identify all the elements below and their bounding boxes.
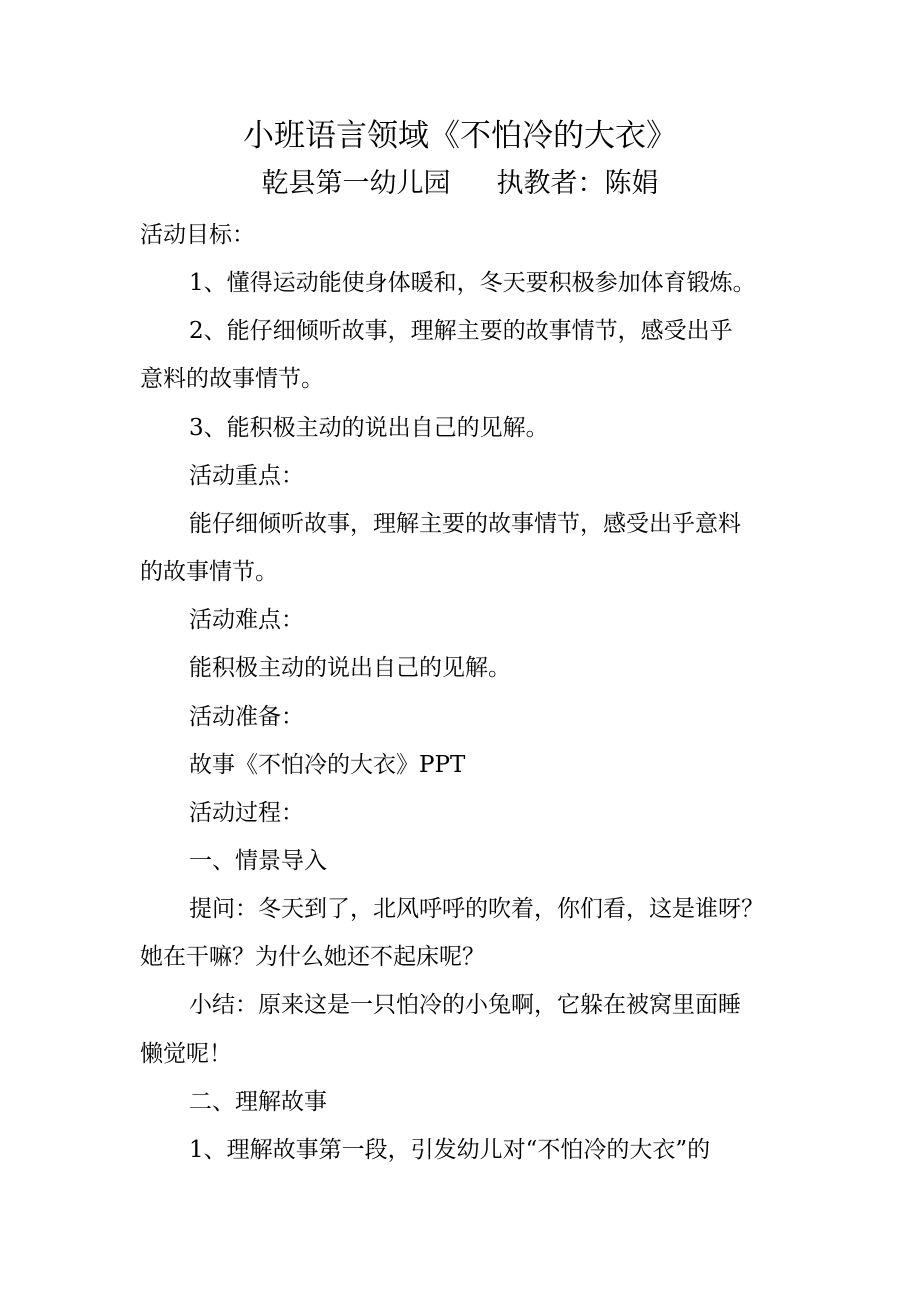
section-heading: 活动重点： [189, 463, 304, 489]
body-paragraph-line: 的故事情节。 [140, 559, 278, 585]
body-paragraph-line: 能仔细倾听故事，理解主要的故事情节，感受出乎意料 [189, 511, 741, 537]
body-paragraph-line: 提问：冬天到了，北风呼呼的吹着，你们看，这是谁呀？ [189, 896, 764, 922]
section-heading: 活动难点： [189, 607, 304, 633]
section-heading: 活动目标： [140, 222, 255, 248]
body-paragraph-line: 1、理解故事第一段，引发幼儿对“不怕冷的大衣”的 [189, 1137, 711, 1163]
teacher-name: 执教者：陈娟 [496, 168, 659, 199]
school-name: 乾县第一幼儿园 [261, 168, 451, 199]
body-paragraph-line: 她在干嘛？为什么她还不起床呢？ [140, 944, 485, 970]
section-heading: 活动准备： [189, 704, 304, 730]
body-paragraph-line: 懒觉呢！ [140, 1041, 232, 1067]
subsection-heading: 二、理解故事 [189, 1089, 327, 1115]
body-paragraph-line: 意料的故事情节。 [140, 366, 324, 392]
body-paragraph-line: 故事《不怕冷的大衣》PPT [189, 752, 466, 778]
document-subtitle [0, 162, 920, 206]
body-paragraph-line: 2、能仔细倾听故事，理解主要的故事情节，感受出乎 [189, 318, 733, 344]
subsection-heading: 一、情景导入 [189, 848, 327, 874]
body-paragraph-line: 小结：原来这是一只怕冷的小兔啊，它躲在被窝里面睡 [189, 992, 741, 1018]
document-title: 小班语言领域《不怕冷的大衣》 [243, 118, 677, 154]
body-paragraph-line: 能积极主动的说出自己的见解。 [189, 655, 511, 681]
body-paragraph-line: 3、能积极主动的说出自己的见解。 [189, 415, 549, 441]
body-paragraph-line: 1、懂得运动能使身体暖和，冬天要积极参加体育锻炼。 [189, 270, 756, 296]
section-heading: 活动过程： [189, 800, 304, 826]
